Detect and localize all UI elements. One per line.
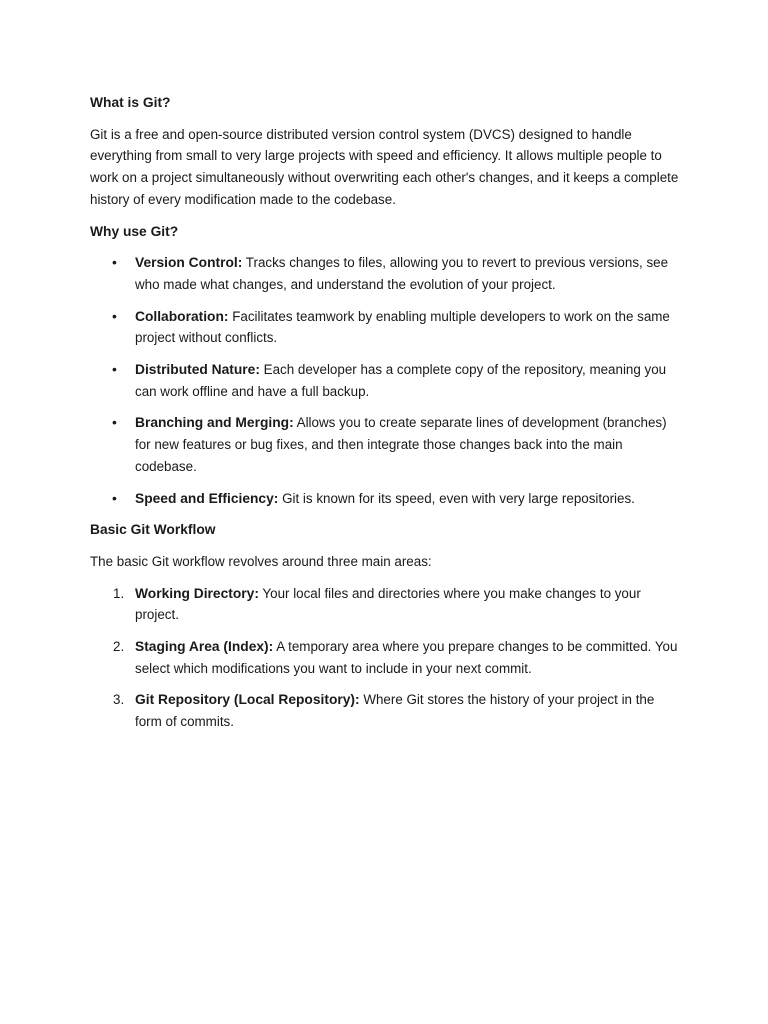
bullet-icon: •: [112, 489, 117, 506]
list-item: [90, 689, 680, 732]
list-item-text: Your local files and directories where you make changes to your project.: [135, 585, 641, 623]
list-item-number: 3.: [113, 692, 125, 708]
list-item-term: Git Repository (Local Repository):: [135, 692, 360, 708]
list-item: [90, 583, 680, 626]
list-item-text: Git is known for its speed, even with very large repositories.: [278, 490, 635, 506]
list-item-text: A temporary area where you prepare changes to be committed. You select which modifications you want to include in your next commit.: [135, 639, 678, 676]
list-item-term: Distributed Nature:: [135, 362, 260, 378]
list-item-term: Staging Area (Index):: [135, 639, 274, 655]
list-item-number: 2.: [113, 639, 125, 655]
paragraph-workflow-intro: The basic Git workflow revolves around three main areas:: [90, 553, 432, 569]
list-item: [90, 488, 680, 510]
list-item: [90, 252, 680, 295]
list-item-term: Working Directory:: [135, 585, 259, 601]
list-item: [90, 306, 680, 349]
workflow-steps-list: [90, 583, 680, 733]
heading-basic-git-workflow: Basic Git Workflow: [90, 522, 216, 538]
bullet-icon: •: [112, 254, 117, 271]
heading-what-is-git: What is Git?: [90, 95, 171, 110]
heading-why-use-git: Why use Git?: [90, 223, 179, 239]
paragraph-what-is-git: Git is a free and open-source distributed version control system (DVCS) designed to handle everything from small to very large projects with speed and efficiency. It allows multiple people to work on a project simultaneously without overwriting each other's changes, and it keeps a complete history of every modification made to the codebase.: [90, 126, 679, 207]
list-item: [90, 359, 680, 402]
list-item-text: Where Git stores the history of your project in the form of commits.: [135, 692, 655, 730]
bullet-icon: •: [112, 414, 117, 431]
list-item-term: Collaboration:: [135, 308, 229, 324]
list-item: [90, 412, 680, 477]
document-page: [90, 92, 680, 733]
bullet-icon: •: [112, 307, 117, 324]
list-item-text: Tracks changes to files, allowing you to revert to previous versions, see who made what changes, and understand the evolution of your project.: [135, 255, 669, 292]
list-item-number: 1.: [113, 585, 125, 601]
list-item-term: Branching and Merging:: [135, 415, 294, 431]
bullet-icon: •: [112, 361, 117, 378]
list-item-text: Allows you to create separate lines of development (branches) for new features or bug fixes, and then integrate those changes back into the main codebase.: [135, 415, 667, 474]
benefits-list: [90, 252, 680, 509]
list-item-text: Each developer has a complete copy of the repository, meaning you can work offline and have a full backup.: [135, 362, 667, 399]
list-item-text: Facilitates teamwork by enabling multiple developers to work on the same project without conflicts.: [135, 308, 670, 346]
list-item: [90, 636, 680, 679]
list-item-term: Speed and Efficiency:: [135, 490, 279, 506]
list-item-term: Version Control:: [135, 255, 243, 271]
